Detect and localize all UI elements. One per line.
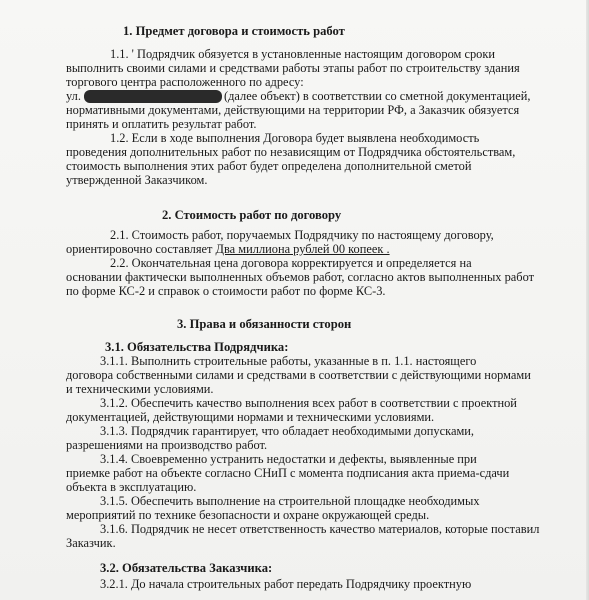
section-3-heading: 3. Права и обязанности сторон (177, 317, 352, 331)
subsection-3-1-heading: 3.1. Обязательства Подрядчика: (105, 340, 289, 354)
clause-3-2-1-line-1: 3.2.1. До начала строительных работ передать Подрядчику проектную (100, 577, 472, 591)
clause-3-1-6-line-1: 3.1.6. Подрядчик не несет ответственность качество материалов, которые поставил (100, 522, 540, 536)
clause-1-1-line-4: (далее объект) в соответствии со сметной документацией, (224, 89, 531, 103)
clause-2-1-line-1: 2.1. Стоимость работ, поручаемых Подрядчику по настоящему договору, (110, 228, 494, 242)
clause-3-1-4-line-3: объекта в эксплуатацию. (66, 480, 197, 494)
clause-3-1-2-line-1: 3.1.2. Обеспечить качество выполнения всех работ в соответствии с проектной (100, 396, 517, 410)
clause-1-2-line-2: проведения дополнительных работ по независящим от Подрядчика обстоятельствам, (66, 145, 516, 159)
clause-3-1-3-line-1: 3.1.3. Подрядчик гарантирует, что обладает необходимыми допусками, (100, 424, 475, 438)
clause-3-1-4-line-1: 3.1.4. Своевременно устранить недостатки и дефекты, выявленные при (100, 452, 477, 466)
subsection-3-2-heading: 3.2. Обязательства Заказчика: (100, 561, 273, 575)
clause-3-1-3-line-2: разрешениями на производство работ. (66, 438, 268, 452)
clause-2-1-line-2 (66, 242, 390, 256)
clause-1-1-line-6: принять и оплатить результат работ. (66, 117, 257, 131)
clause-1-1-line-5: нормативными документами, действующими на территории РФ, а Заказчик обязуется (66, 103, 520, 117)
clause-2-2-line-2: основании фактически выполненных объемов работ, согласно актов выполненных работ (66, 270, 535, 284)
clause-2-1-amount-prefix: ориентировочно составляет (66, 242, 213, 256)
section-2-heading: 2. Стоимость работ по договору (162, 208, 342, 222)
clause-3-1-1-line-3: и техническими условиями. (66, 382, 214, 396)
clause-1-1-line-1: 1.1. ' Подрядчик обязуется в установленные настоящим договором сроки (110, 47, 496, 61)
contract-amount: Два миллиона рублей 00 копеек . (215, 242, 390, 256)
clause-3-1-1-line-2: договора собственными силами и средствами в соответствии с действующими нормами (66, 368, 531, 382)
clause-1-2-line-4: утвержденной Заказчиком. (66, 173, 208, 187)
clause-3-1-1-line-1: 3.1.1. Выполнить строительные работы, указанные в п. 1.1. настоящего (100, 354, 477, 368)
clause-3-1-2-line-2: документацией, действующими нормами и техническими условиями. (66, 410, 435, 424)
clause-1-1-line-2: выполнить своими силами и средствами работы этапы работ по строительству здания (66, 61, 520, 75)
clause-1-2-line-1: 1.2. Если в ходе выполнения Договора будет выявлена необходимость (110, 131, 480, 145)
clause-3-1-5-line-2: мероприятий по технике безопасности и охране окружающей среды. (66, 508, 430, 522)
clause-2-2-line-1: 2.2. Окончательная цена договора корректируется и определяется на (110, 256, 472, 270)
section-1-heading: 1. Предмет договора и стоимость работ (123, 24, 345, 38)
clause-3-1-5-line-1: 3.1.5. Обеспечить выполнение на строительной площадке необходимых (100, 494, 480, 508)
clause-3-1-4-line-2: приемке работ на объекте согласно СНиП с момента подписания акта приема-сдачи (66, 466, 510, 480)
clause-1-1-line-3: торгового центра расположенного по адресу: (66, 75, 304, 89)
clause-1-2-line-3: стоимость выполнения этих работ будет определена дополнительной сметой (66, 159, 472, 173)
clause-2-2-line-3: по форме КС-2 и справок о стоимости работ по форме КС-3. (66, 284, 386, 298)
clause-1-1-address-prefix: ул. (66, 89, 81, 103)
clause-3-1-6-line-2: Заказчик. (66, 536, 116, 550)
redacted-address-block (84, 90, 222, 103)
